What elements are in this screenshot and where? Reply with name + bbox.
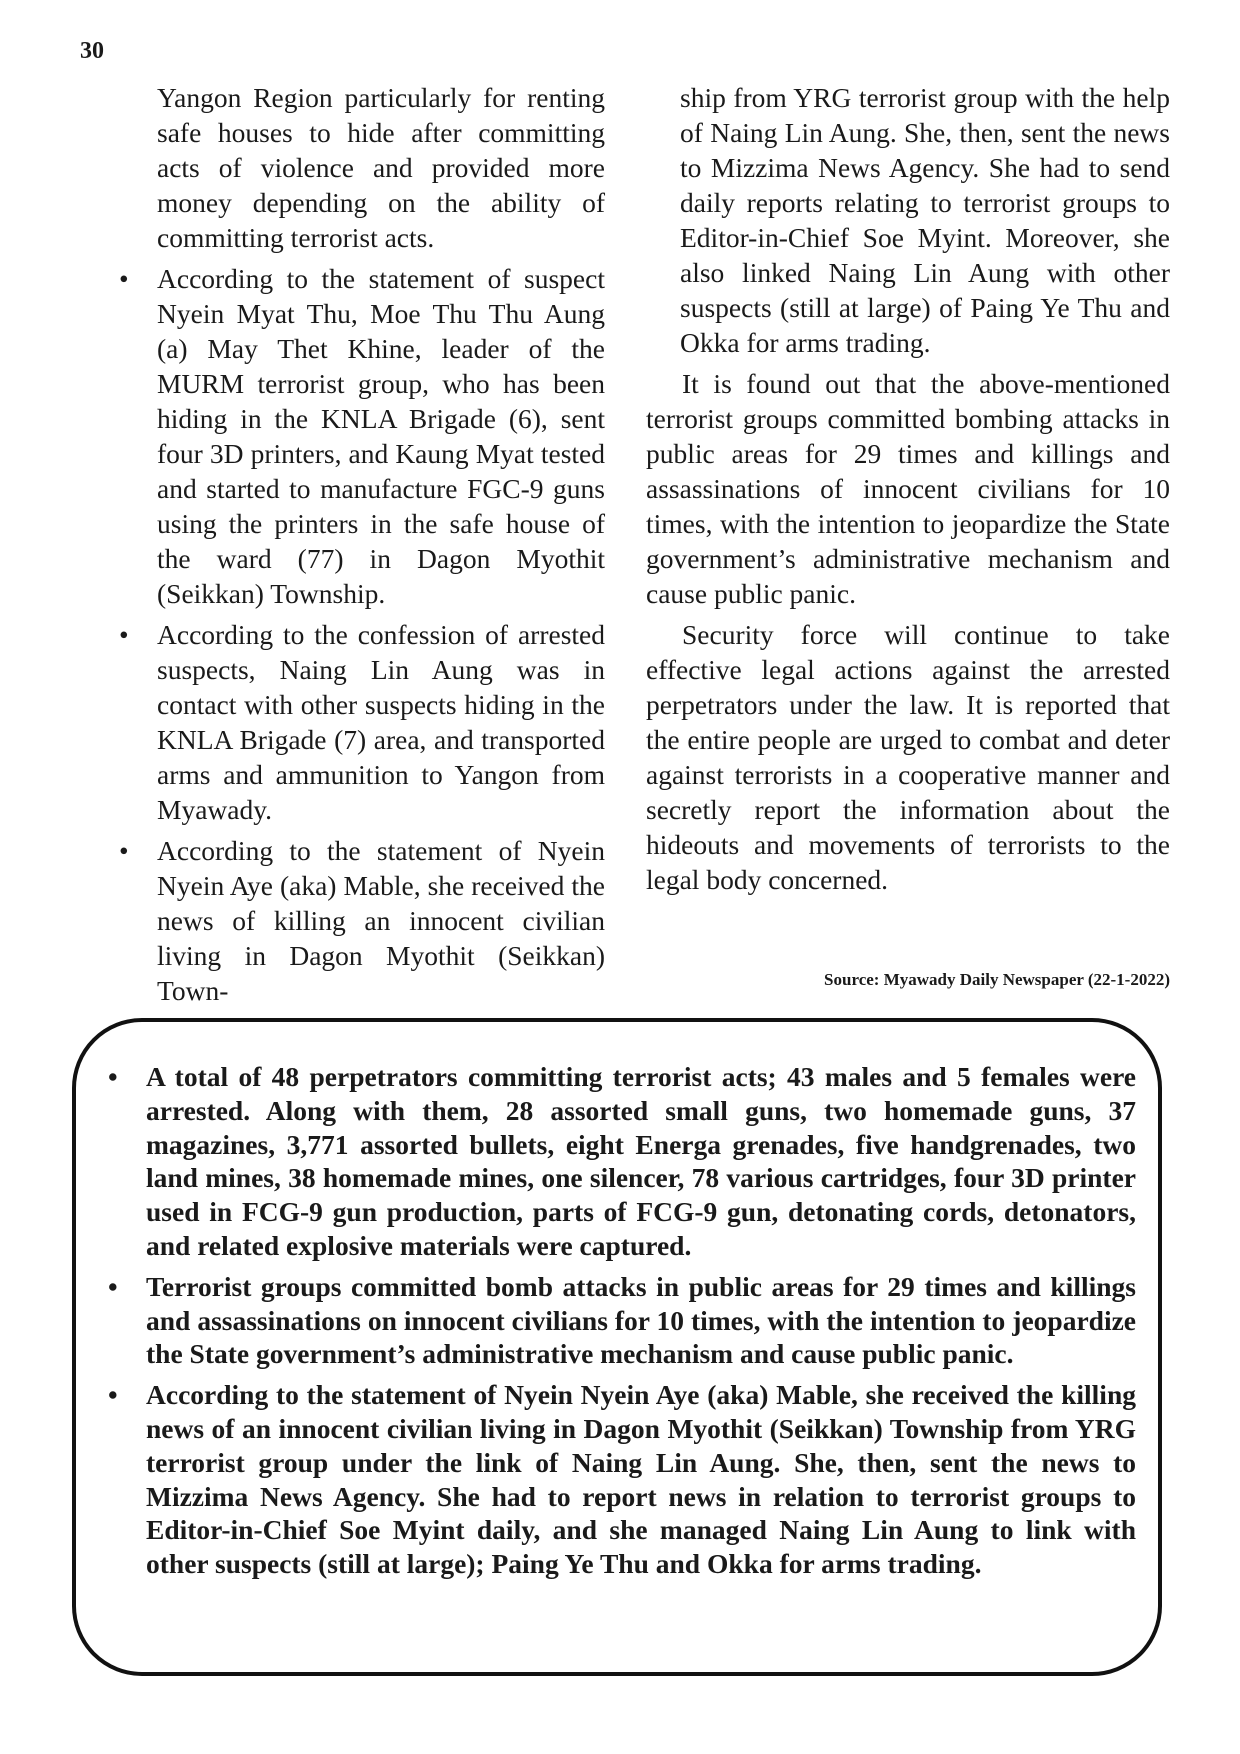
body-paragraph: Security force will continue to take effective legal actions against the arrested perpetrators under the law. It is reported that the entire people are urged to combat and deter against terrorists in a cooperative manner and secretly report the information about the hideouts and movements of terrorists to the legal body concerned. (646, 619, 1170, 895)
list-item-text: According to the statement of Nyein Nyein Aye (aka) Mable, she received the news of killing an innocent civilian living in Dagon Myothit (Seikkan) Town- (157, 835, 605, 1006)
right-column (646, 80, 1170, 903)
list-item-text: Terrorist groups committed bomb attacks in public areas for 29 times and killings and assassinations on innocent civilians for 10 times, with the intention to jeopardize the State government’s administrative mechanism and cause public panic. (146, 1270, 1136, 1370)
page-number: 30 (80, 38, 104, 64)
list-item-text: According to the confession of arrested suspects, Naing Lin Aung was in contact with other suspects hiding in the KNLA Brigade (7) area, and transported arms and ammunition to Yangon from Myawady. (157, 619, 605, 825)
bullet-icon: • (108, 1270, 118, 1302)
list-item (119, 261, 605, 611)
bullet-icon: • (108, 1379, 118, 1411)
list-item (108, 1378, 1136, 1581)
list-item (108, 1060, 1136, 1263)
bullet-icon: • (119, 835, 129, 866)
list-item-text: A total of 48 perpetrators committing terrorist acts; 43 males and 5 females were arrested. Along with them, 28 assorted small guns, two homemade guns, 37 magazines, 3,771 assorted bullets, eight Energa grenades, five handgrenades, two land mines, 38 homemade mines, one silencer, 78 various cartridges, four 3D printer used in FCG-9 gun production, parts of FCG-9 gun, detonating cords, detonators, and related explosive materials were captured. (146, 1061, 1136, 1261)
body-paragraph: It is found out that the above-mentioned terrorist groups committed bombing attacks in public areas for 29 times and killings and assassinations of innocent civilians for 10 times, with the intention to jeopardize the State government’s administrative mechanism and cause public panic. (646, 368, 1170, 609)
left-column (120, 80, 605, 1014)
bullet-icon: • (119, 263, 129, 294)
list-item-text: According to the statement of Nyein Nyein Aye (aka) Mable, she received the killing news of an innocent civilian living in Dagon Myothit (Seikkan) Township from YRG terrorist group under the link of Naing Lin Aung. She, then, sent the news to Mizzima News Agency. She had to report news in relation to terrorist groups to Editor-in-Chief Soe Myint daily, and she managed Naing Lin Aung to link with other suspects (still at large); Paing Ye Thu and Okka for arms trading. (146, 1379, 1136, 1580)
left-bullet-list (120, 261, 605, 1008)
list-item (119, 833, 605, 1008)
intro-paragraph: Yangon Region particularly for renting safe houses to hide after committing acts of violence and provided more money depending on the ability of committing terrorist acts. (157, 82, 605, 253)
continuation-paragraph: ship from YRG terrorist group with the help of Naing Lin Aung. She, then, sent the news to Mizzima News Agency. She had to send daily reports relating to terrorist groups to Editor-in-Chief Soe Myint. Moreover, she also linked Naing Lin Aung with other suspects (still at large) of Paing Ye Thu and Okka for arms trading. (680, 82, 1170, 358)
bullet-icon: • (108, 1061, 118, 1092)
source-credit: Source: Myawady Daily Newspaper (22-1-2022) (824, 970, 1170, 989)
list-item-text: According to the statement of suspect Nyein Myat Thu, Moe Thu Thu Aung (a) May Thet Khine, leader of the MURM terrorist group, who has been hiding in the KNLA Brigade (6), sent four 3D printers, and Kaung Myat tested and started to manufacture FGC-9 guns using the printers in the safe house of the ward (77) in Dagon Myothit (Seikkan) Township. (157, 263, 605, 609)
list-item (119, 617, 605, 827)
bullet-icon: • (119, 619, 129, 650)
list-item (108, 1270, 1136, 1371)
summary-bullet-list (108, 1060, 1136, 1588)
